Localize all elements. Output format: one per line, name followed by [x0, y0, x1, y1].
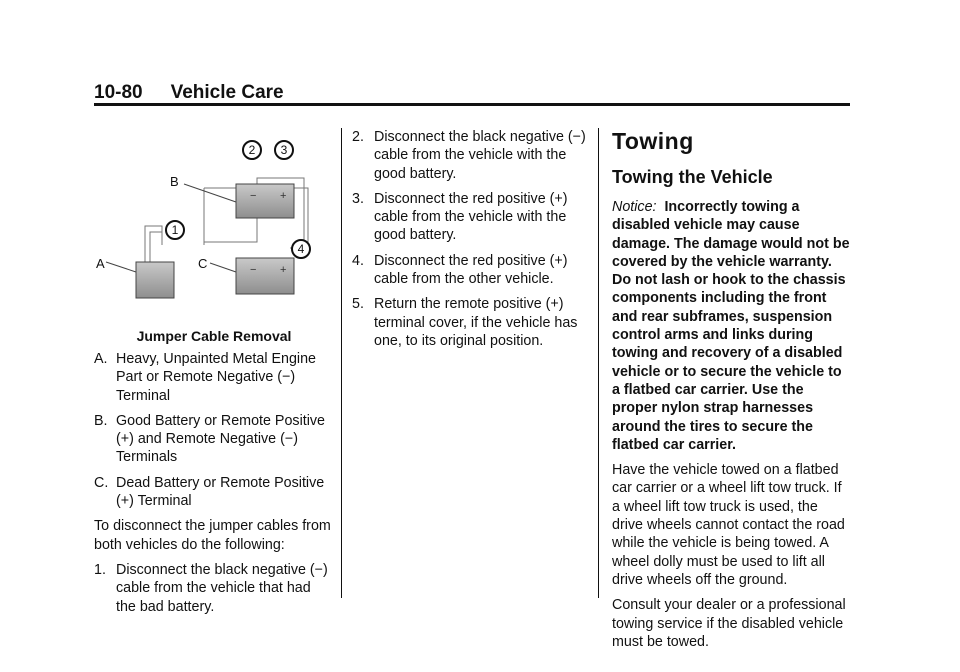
towing-notice: [612, 198, 852, 454]
header-rule: [94, 103, 850, 106]
intro-paragraph: To disconnect the jumper cables from both vehicles do the following:: [94, 518, 331, 553]
towing-vehicle-subheading: Towing the Vehicle: [612, 167, 773, 187]
column-divider-1: [341, 128, 342, 598]
callout-3: 3: [280, 143, 288, 157]
section-title: Vehicle Care: [170, 82, 284, 103]
callout-1: 1: [171, 223, 179, 237]
label-a: A: [96, 256, 105, 271]
figure-caption: Jumper Cable Removal: [136, 328, 292, 344]
page-header: [94, 82, 284, 104]
pos-terminal-1: +: [280, 190, 287, 202]
neg-terminal-1: −: [250, 190, 257, 202]
page-number: 10-80: [94, 82, 143, 103]
step-3: 3. Disconnect the red positive (+) cable from the vehicle with the good battery.: [352, 190, 568, 244]
column-2: [352, 128, 592, 357]
towing-paragraph-1: Have the vehicle towed on a flatbed car carrier or a wheel lift tow truck. If a wheel lift tow truck is used, the drive wheels cannot contact the road while the vehicle is being towed. A wheel dolly must be used to lift all drive wheels off the ground.: [612, 462, 845, 588]
label-b: B: [170, 174, 179, 189]
step-1: 1. Disconnect the black negative (−) cable from the vehicle that had the bad battery.: [94, 561, 328, 615]
column-1-text: [94, 350, 334, 623]
legend-item-c: C. Dead Battery or Remote Positive (+) Terminal: [94, 474, 325, 510]
callout-2: 2: [248, 143, 256, 157]
engine-ground-block: [136, 262, 174, 298]
pos-terminal-2: +: [280, 264, 287, 276]
step-4: 4. Disconnect the red positive (+) cable from the other vehicle.: [352, 252, 568, 288]
legend-item-a: A. Heavy, Unpainted Metal Engine Part or Remote Negative (−) Terminal: [94, 351, 317, 404]
column-3: [612, 128, 852, 658]
jumper-cable-diagram: [94, 128, 334, 318]
column-divider-2: [598, 128, 599, 598]
step-2: 2. Disconnect the black negative (−) cable from the vehicle with the good battery.: [352, 129, 586, 182]
label-c: C: [198, 256, 208, 271]
neg-terminal-2: −: [250, 264, 257, 276]
notice-text: Incorrectly towing a disabled vehicle may cause damage. The damage would not be covered by the vehicle warranty. Do not lash or hook to the chassis components including the front and rear subframes, suspension control arms and links during towing and recovery of a disabled vehicle or to secure the vehicle to a flatbed car carrier. Use the proper nylon strap harnesses around the tires to secure the flatbed car carrier.: [612, 199, 850, 453]
notice-label: Notice:: [612, 199, 657, 215]
towing-paragraph-2: Consult your dealer or a professional towing service if the disabled vehicle must be towed.: [612, 597, 846, 650]
step-5: 5. Return the remote positive (+) terminal cover, if the vehicle has one, to its original position.: [352, 296, 578, 349]
legend-list: [94, 350, 334, 510]
legend-item-b: B. Good Battery or Remote Positive (+) and Remote Negative (−) Terminals: [94, 412, 325, 466]
towing-heading: Towing: [612, 128, 694, 154]
callout-4: 4: [297, 242, 305, 256]
